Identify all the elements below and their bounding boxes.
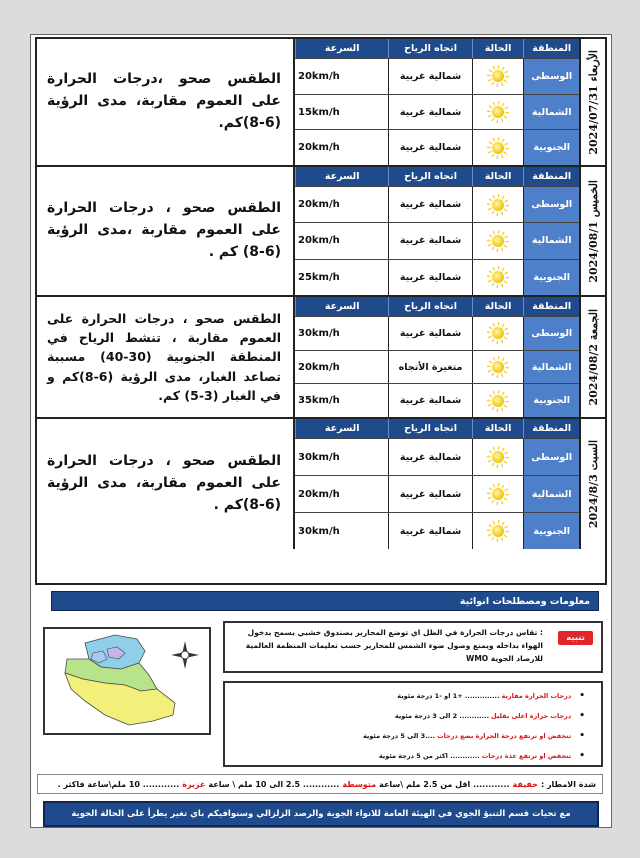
header-wind-dir: اتجاه الرياح — [388, 297, 471, 316]
status-cell — [472, 317, 524, 350]
header-status: الحالة — [472, 297, 524, 316]
header-region: المنطقة — [523, 297, 579, 316]
sun-icon — [486, 355, 510, 379]
region-cell: الشمالية — [523, 223, 579, 258]
region-cell: الجنوبية — [523, 384, 579, 417]
header-status: الحالة — [472, 39, 524, 58]
region-cell: الجنوبية — [523, 513, 579, 549]
region-cell: الشمالية — [523, 351, 579, 384]
warning-tag: تنبيه — [558, 631, 593, 645]
sun-icon — [486, 64, 510, 88]
region-cell: الشمالية — [523, 95, 579, 130]
warning-box — [223, 621, 603, 673]
header-wind-dir: اتجاه الرياح — [388, 419, 471, 438]
wind-dir-cell: شمالية غربية — [388, 439, 471, 475]
region-cell: الشمالية — [523, 476, 579, 512]
wind-dir-cell: شمالية غربية — [388, 187, 471, 222]
sun-icon — [486, 193, 510, 217]
wind-dir-cell: شمالية غربية — [388, 130, 471, 165]
sun-icon — [486, 445, 510, 469]
header-speed: السرعة — [295, 39, 388, 58]
region-cell: الوسطى — [523, 317, 579, 350]
sun-icon — [486, 100, 510, 124]
speed-cell: 15km/h — [297, 106, 340, 118]
footer-bar: مع تحيات قسم التنبؤ الجوي في الهيئة العامة للانواء الجوية والرصد الزلزالي وسنوافيكم باي تغير يطرأ على الحالة الجوية — [43, 801, 599, 827]
day-date: الجمعة 2024/08/2 — [579, 297, 605, 417]
speed-cell: 20km/h — [297, 70, 340, 82]
speed-cell: 20km/h — [297, 199, 340, 211]
table-header — [295, 419, 579, 438]
sun-icon — [486, 482, 510, 506]
day-date: الأربعاء 2024/07/31 — [579, 39, 605, 165]
status-cell — [472, 351, 524, 384]
day-table — [293, 167, 579, 295]
status-cell — [472, 439, 524, 475]
table-row — [295, 58, 579, 94]
bulletin-page — [30, 34, 612, 828]
day-date: الخميس 2024/08/1 — [579, 167, 605, 295]
wind-dir-cell: متغيرة الأتجاه — [388, 351, 471, 384]
table-row — [295, 129, 579, 165]
wind-dir-cell: شمالية غربية — [388, 59, 471, 94]
speed-cell: 30km/h — [297, 327, 340, 339]
header-region: المنطقة — [523, 167, 579, 186]
notes-title-bar: معلومات ومصطلحات انوائية — [51, 591, 599, 611]
table-header — [295, 167, 579, 186]
day-table — [293, 419, 579, 549]
status-cell — [472, 384, 524, 417]
speed-cell: 30km/h — [297, 451, 340, 463]
map-graphic — [45, 629, 209, 733]
day-block — [37, 419, 605, 549]
table-header — [295, 39, 579, 58]
wind-dir-cell: شمالية غربية — [388, 260, 471, 295]
terms-box — [223, 681, 603, 767]
header-speed: السرعة — [295, 297, 388, 316]
header-wind-dir: اتجاه الرياح — [388, 167, 471, 186]
wind-dir-cell: شمالية غربية — [388, 476, 471, 512]
status-cell — [472, 95, 524, 130]
speed-cell: 30km/h — [297, 525, 340, 537]
iraq-regions-map — [43, 627, 211, 735]
status-cell — [472, 513, 524, 549]
status-cell — [472, 476, 524, 512]
table-row — [295, 222, 579, 258]
header-region: المنطقة — [523, 39, 579, 58]
sun-icon — [486, 321, 510, 345]
speed-cell: 35km/h — [297, 395, 340, 407]
speed-cell: 20km/h — [297, 235, 340, 247]
wind-dir-cell: شمالية غربية — [388, 95, 471, 130]
table-row — [295, 186, 579, 222]
header-wind-dir: اتجاه الرياح — [388, 39, 471, 58]
region-cell: الجنوبية — [523, 130, 579, 165]
speed-cell: 25km/h — [297, 271, 340, 283]
rain-intensity-line: شدة الامطار : خفيفة ............ اقل من 2.5 ملم \ساعة متوسطة ............ 2.5 الى 10 ملم \ ساعة غزيرة ............ 10 ملم\ساعة فاكثر . — [37, 774, 603, 794]
day-date: السبت 2024/8/3 — [579, 419, 605, 549]
table-row — [295, 350, 579, 384]
table-row — [295, 475, 579, 512]
term-item: • تنخفض او ترتفع درجة الحرارة بضع درجات ....3 الى 5 درجة مئوية — [231, 726, 585, 746]
sun-icon — [486, 229, 510, 253]
header-status: الحالة — [472, 167, 524, 186]
table-row — [295, 94, 579, 130]
table-row — [295, 383, 579, 417]
table-row — [295, 316, 579, 350]
header-status: الحالة — [472, 419, 524, 438]
speed-cell: 20km/h — [297, 488, 340, 500]
region-cell: الوسطى — [523, 59, 579, 94]
region-cell: الوسطى — [523, 439, 579, 475]
speed-cell: 20km/h — [297, 361, 340, 373]
wind-dir-cell: شمالية غربية — [388, 317, 471, 350]
warning-text: : تقاس درجات الحرارة في الظل اي توضع المحارير بصندوق خشبي يسمح بدخول الهواء بداخله ويمنع وصول ضوء الشمس للمحارير حسب تعليمات المنظمة العالمية للارصاد الجوية WMO — [245, 628, 543, 663]
day-table — [293, 297, 579, 417]
header-speed: السرعة — [295, 167, 388, 186]
status-cell — [472, 130, 524, 165]
sun-icon — [486, 136, 510, 160]
header-region: المنطقة — [523, 419, 579, 438]
day-description: الطقس صحو ، درجات الحرارة على العموم مقاربة ،مدى الرؤية (6-8) كم . — [47, 200, 281, 260]
table-row — [295, 259, 579, 295]
sun-icon — [486, 389, 510, 413]
status-cell — [472, 59, 524, 94]
day-block — [37, 167, 605, 297]
table-row — [295, 512, 579, 549]
sun-icon — [486, 519, 510, 543]
day-description: الطقس صحو ،درجات الحرارة على العموم مقاربة، مدى الرؤية (6-8)كم. — [47, 71, 281, 131]
status-cell — [472, 260, 524, 295]
term-item: • درجات الحرارة مقاربة .............. +1 او -1 درجة مئوية — [231, 686, 585, 706]
table-header — [295, 297, 579, 316]
day-block — [37, 297, 605, 419]
status-cell — [472, 223, 524, 258]
day-block — [37, 39, 605, 167]
term-item: • تنخفض او ترتفع عدة درجات ............ اكثر من 5 درجة مئوية — [231, 746, 585, 766]
table-row — [295, 438, 579, 475]
header-speed: السرعة — [295, 419, 388, 438]
wind-dir-cell: شمالية غربية — [388, 513, 471, 549]
region-cell: الجنوبية — [523, 260, 579, 295]
day-description: الطقس صحو ، درجات الحرارة على العموم مقاربة ، تنشط الرياح في المنطقة الجنوبية (30-40) مسببة تصاعد الغبار، مدى الرؤية (6-8)كم و في الغبار (3-5) كم. — [47, 310, 281, 404]
sun-icon — [486, 265, 510, 289]
day-table — [293, 39, 579, 165]
forecast-table — [35, 37, 607, 585]
day-description: الطقس صحو ، درجات الحرارة على العموم مقاربة، مدى الرؤية (6-8)كم . — [47, 453, 281, 513]
status-cell — [472, 187, 524, 222]
term-item: • درجات حرارة اعلى بقليل ............ 2 الى 3 درجة مئوية — [231, 706, 585, 726]
wind-dir-cell: شمالية غربية — [388, 384, 471, 417]
wind-dir-cell: شمالية غربية — [388, 223, 471, 258]
region-cell: الوسطى — [523, 187, 579, 222]
speed-cell: 20km/h — [297, 142, 340, 154]
